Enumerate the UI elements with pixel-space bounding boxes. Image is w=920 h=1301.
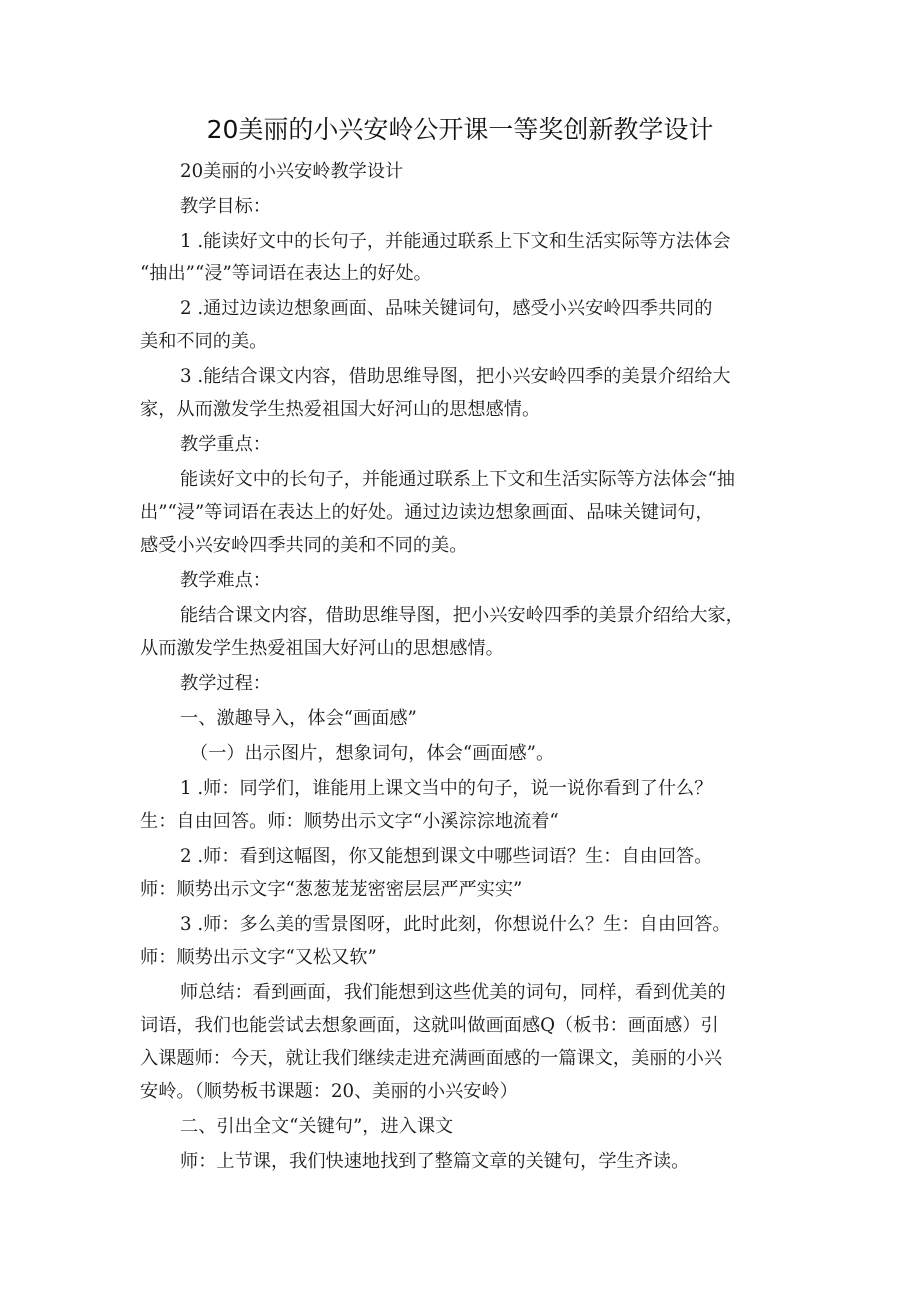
paragraph-line: 入课题师：今天，就让我们继续走进充满画面感的一篇课文，美丽的小兴 bbox=[140, 1048, 723, 1069]
paragraph-line: 1 .能读好文中的长句子，并能通过联系上下文和生活实际等方法体会 bbox=[180, 231, 731, 252]
paragraph-line: 家，从而激发学生热爱祖国大好河山的思想感情。 bbox=[140, 399, 541, 420]
document-title: 20美丽的小兴安岭公开课一等奖创新教学设计 bbox=[206, 115, 714, 144]
paragraph-line: 师：顺势出示文字“又松又软” bbox=[140, 947, 377, 968]
subsection-heading: 二、引出全文“关键句”，进入课文 bbox=[180, 1116, 454, 1137]
paragraph-line: 出”“浸”等词语在表达上的好处。通过边读边想象画面、品味关键词句， bbox=[140, 502, 714, 523]
section-heading-difficulty: 教学难点： bbox=[180, 570, 271, 591]
subtitle-line: 20美丽的小兴安岭教学设计 bbox=[180, 161, 404, 182]
section-heading-key: 教学重点： bbox=[180, 434, 271, 455]
subsection-heading: 一、激趣导入，体会“画面感” bbox=[180, 708, 417, 729]
paragraph-line: 师总结：看到画面，我们能想到这些优美的词句，同样，看到优美的 bbox=[180, 982, 726, 1003]
paragraph-line: 能读好文中的长句子，并能通过联系上下文和生活实际等方法体会“抽 bbox=[180, 469, 735, 490]
paragraph-line: 能结合课文内容，借助思维导图，把小兴安岭四季的美景介绍给大家， bbox=[180, 605, 744, 626]
paragraph-line: 美和不同的美。 bbox=[140, 331, 268, 352]
paragraph-line: “抽出”“浸”等词语在表达上的好处。 bbox=[140, 263, 432, 284]
section-heading-process: 教学过程： bbox=[180, 673, 271, 694]
paragraph-line: 师：顺势出示文字“葱葱茏茏密密层层严严实实” bbox=[140, 879, 523, 900]
paragraph-line: 师：上节课，我们快速地找到了整篇文章的关键句，学生齐读。 bbox=[180, 1151, 690, 1172]
paragraph-line: 安岭。（顺势板书课题：20、美丽的小兴安岭） bbox=[140, 1081, 518, 1102]
paragraph-line: 2 .通过边读边想象画面、品味关键词句，感受小兴安岭四季共同的 bbox=[180, 298, 713, 319]
section-heading-goals: 教学目标： bbox=[180, 196, 271, 217]
subsection-heading: （一）出示图片，想象词句，体会“画面感”。 bbox=[190, 743, 555, 764]
paragraph-line: 从而激发学生热爱祖国大好河山的思想感情。 bbox=[140, 638, 504, 659]
paragraph-line: 3 .能结合课文内容，借助思维导图，把小兴安岭四季的美景介绍给大 bbox=[180, 366, 731, 387]
paragraph-line: 感受小兴安岭四季共同的美和不同的美。 bbox=[140, 535, 468, 556]
paragraph-line: 词语，我们也能尝试去想象画面，这就叫做画面感Q（板书：画面感）引 bbox=[140, 1015, 719, 1036]
paragraph-line: 2 .师：看到这幅图，你又能想到课文中哪些词语？生：自由回答。 bbox=[180, 846, 713, 867]
paragraph-line: 1 .师：同学们，谁能用上课文当中的句子，说一说你看到了什么？ bbox=[180, 778, 713, 799]
paragraph-line: 3 .师：多么美的雪景图呀，此时此刻，你想说什么？生：自由回答。 bbox=[180, 914, 731, 935]
paragraph-line: 生：自由回答。师：顺势出示文字“小溪淙淙地流着“ bbox=[140, 811, 559, 832]
